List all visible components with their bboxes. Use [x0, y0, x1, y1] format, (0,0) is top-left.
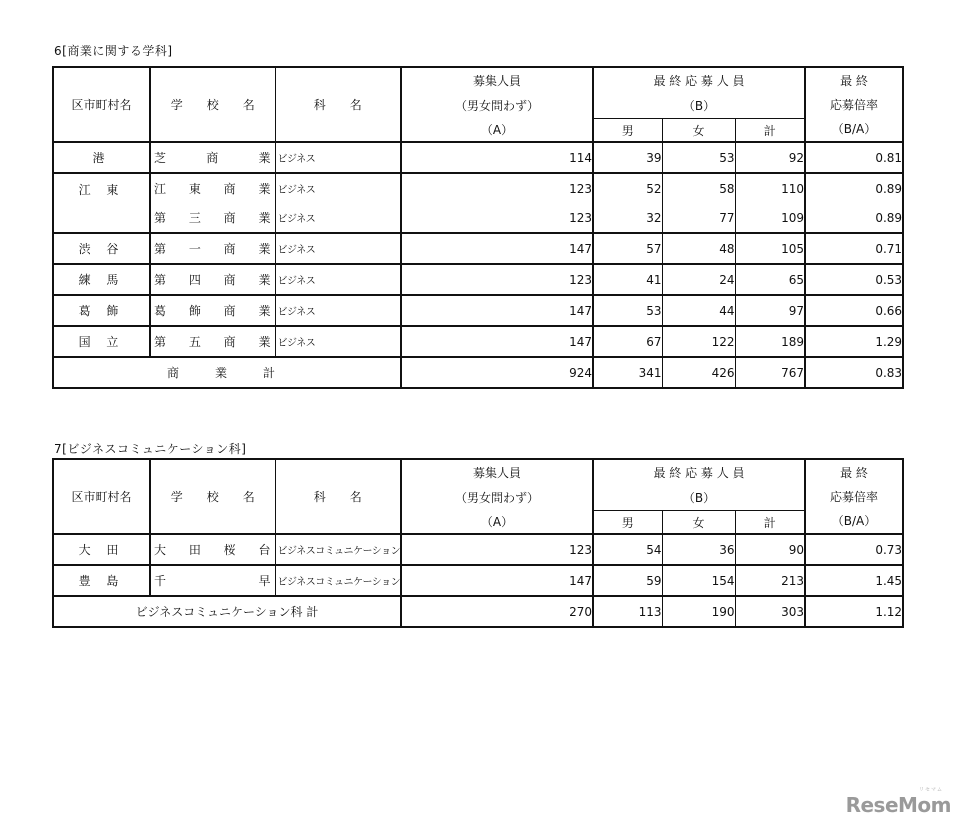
cell-male: 32 [593, 203, 662, 233]
cell-total-capacity: 270 [401, 596, 593, 627]
table-row [53, 173, 903, 203]
cell-female: 77 [662, 203, 735, 233]
cell-total-male: 113 [593, 596, 662, 627]
cell-school: 第 四 商 業 [150, 264, 275, 295]
cell-district: 大 田 [53, 534, 150, 565]
header-final-b: （B） [593, 485, 805, 511]
cell-district: 港 [53, 142, 150, 173]
cell-capacity: 114 [401, 142, 593, 173]
cell-capacity: 123 [401, 173, 593, 203]
table-row [53, 233, 903, 264]
cell-male: 39 [593, 142, 662, 173]
table-row [53, 326, 903, 357]
cell-district: 練 馬 [53, 264, 150, 295]
header-school: 学 校 名 [150, 459, 275, 534]
header-total: 計 [735, 511, 805, 535]
cell-district: 江 東 [53, 173, 150, 233]
cell-female: 36 [662, 534, 735, 565]
header-ratio: 最 終 応募倍率 （B/A） [805, 67, 903, 142]
resemom-logo: ReseMom [845, 793, 951, 817]
cell-male: 53 [593, 295, 662, 326]
cell-total-label: ビジネスコミュニケーション科 計 [53, 596, 401, 627]
cell-female: 53 [662, 142, 735, 173]
cell-capacity: 147 [401, 565, 593, 596]
watermark-kana: リセマム [919, 787, 943, 793]
table-row [53, 264, 903, 295]
header-capacity-a: （A） [401, 511, 593, 535]
cell-district: 葛 飾 [53, 295, 150, 326]
cell-capacity: 147 [401, 233, 593, 264]
cell-ratio: 0.71 [805, 233, 903, 264]
cell-ratio: 0.66 [805, 295, 903, 326]
cell-dept: ビジネス [275, 203, 401, 233]
cell-capacity: 147 [401, 326, 593, 357]
cell-total-female: 190 [662, 596, 735, 627]
cell-capacity: 123 [401, 534, 593, 565]
cell-total-label: 商 業 計 [53, 357, 401, 388]
cell-dept: ビジネス [275, 233, 401, 264]
cell-female: 48 [662, 233, 735, 264]
header-ratio: 最 終 応募倍率 （B/A） [805, 459, 903, 534]
cell-male: 57 [593, 233, 662, 264]
cell-district: 渋 谷 [53, 233, 150, 264]
cell-dept: ビジネス [275, 264, 401, 295]
cell-male: 67 [593, 326, 662, 357]
header-final-applicants: 最 終 応 募 人 員 [593, 67, 805, 93]
header-female: 女 [662, 119, 735, 143]
total-row [53, 357, 903, 388]
cell-school: 千 早 [150, 565, 275, 596]
cell-total: 213 [735, 565, 805, 596]
cell-total: 92 [735, 142, 805, 173]
cell-capacity: 123 [401, 203, 593, 233]
cell-ratio: 0.53 [805, 264, 903, 295]
cell-school: 大 田 桜 台 [150, 534, 275, 565]
header-final-b: （B） [593, 93, 805, 119]
cell-ratio: 0.89 [805, 173, 903, 203]
section-6-table [52, 66, 904, 389]
cell-total: 109 [735, 203, 805, 233]
cell-dept: ビジネスコミュニケーション [275, 534, 401, 565]
section-7-title: 7[ビジネスコミュニケーション科] [54, 442, 247, 456]
header-district: 区市町村名 [53, 459, 150, 534]
cell-capacity: 123 [401, 264, 593, 295]
cell-total-female: 426 [662, 357, 735, 388]
cell-school: 第 三 商 業 [150, 203, 275, 233]
cell-male: 52 [593, 173, 662, 203]
cell-total-male: 341 [593, 357, 662, 388]
cell-dept: ビジネス [275, 295, 401, 326]
cell-total-total: 303 [735, 596, 805, 627]
cell-school: 葛 飾 商 業 [150, 295, 275, 326]
section-6-title: 6[商業に関する学科] [54, 44, 173, 58]
cell-total: 105 [735, 233, 805, 264]
header-dept: 科 名 [275, 459, 401, 534]
table-row [53, 295, 903, 326]
header-total: 計 [735, 119, 805, 143]
total-row [53, 596, 903, 627]
cell-female: 122 [662, 326, 735, 357]
cell-female: 44 [662, 295, 735, 326]
header-school: 学 校 名 [150, 67, 275, 142]
cell-total-capacity: 924 [401, 357, 593, 388]
cell-dept: ビジネスコミュニケーション [275, 565, 401, 596]
cell-school: 第 五 商 業 [150, 326, 275, 357]
header-capacity-a: （A） [401, 119, 593, 143]
cell-total-total: 767 [735, 357, 805, 388]
header-district: 区市町村名 [53, 67, 150, 142]
header-male: 男 [593, 511, 662, 535]
cell-dept: ビジネス [275, 142, 401, 173]
cell-female: 58 [662, 173, 735, 203]
cell-total-ratio: 0.83 [805, 357, 903, 388]
cell-ratio: 1.45 [805, 565, 903, 596]
cell-female: 24 [662, 264, 735, 295]
table-row [53, 565, 903, 596]
cell-total: 65 [735, 264, 805, 295]
header-male: 男 [593, 119, 662, 143]
header-capacity-note: （男女問わず） [401, 93, 593, 119]
table-row [53, 203, 903, 233]
cell-district: 国 立 [53, 326, 150, 357]
cell-ratio: 0.89 [805, 203, 903, 233]
cell-total: 90 [735, 534, 805, 565]
cell-total: 97 [735, 295, 805, 326]
header-dept: 科 名 [275, 67, 401, 142]
header-capacity: 募集人員 [401, 67, 593, 93]
cell-school: 第 一 商 業 [150, 233, 275, 264]
cell-dept: ビジネス [275, 326, 401, 357]
section-7-table [52, 458, 904, 628]
cell-total-ratio: 1.12 [805, 596, 903, 627]
header-capacity-note: （男女問わず） [401, 485, 593, 511]
cell-total: 110 [735, 173, 805, 203]
header-female: 女 [662, 511, 735, 535]
table-row [53, 534, 903, 565]
cell-male: 41 [593, 264, 662, 295]
cell-ratio: 0.81 [805, 142, 903, 173]
cell-male: 54 [593, 534, 662, 565]
cell-ratio: 1.29 [805, 326, 903, 357]
cell-school: 芝 商 業 [150, 142, 275, 173]
cell-school: 江 東 商 業 [150, 173, 275, 203]
table-row [53, 142, 903, 173]
header-final-applicants: 最 終 応 募 人 員 [593, 459, 805, 485]
cell-dept: ビジネス [275, 173, 401, 203]
cell-male: 59 [593, 565, 662, 596]
cell-total: 189 [735, 326, 805, 357]
cell-female: 154 [662, 565, 735, 596]
header-capacity: 募集人員 [401, 459, 593, 485]
cell-capacity: 147 [401, 295, 593, 326]
cell-ratio: 0.73 [805, 534, 903, 565]
cell-district: 豊 島 [53, 565, 150, 596]
